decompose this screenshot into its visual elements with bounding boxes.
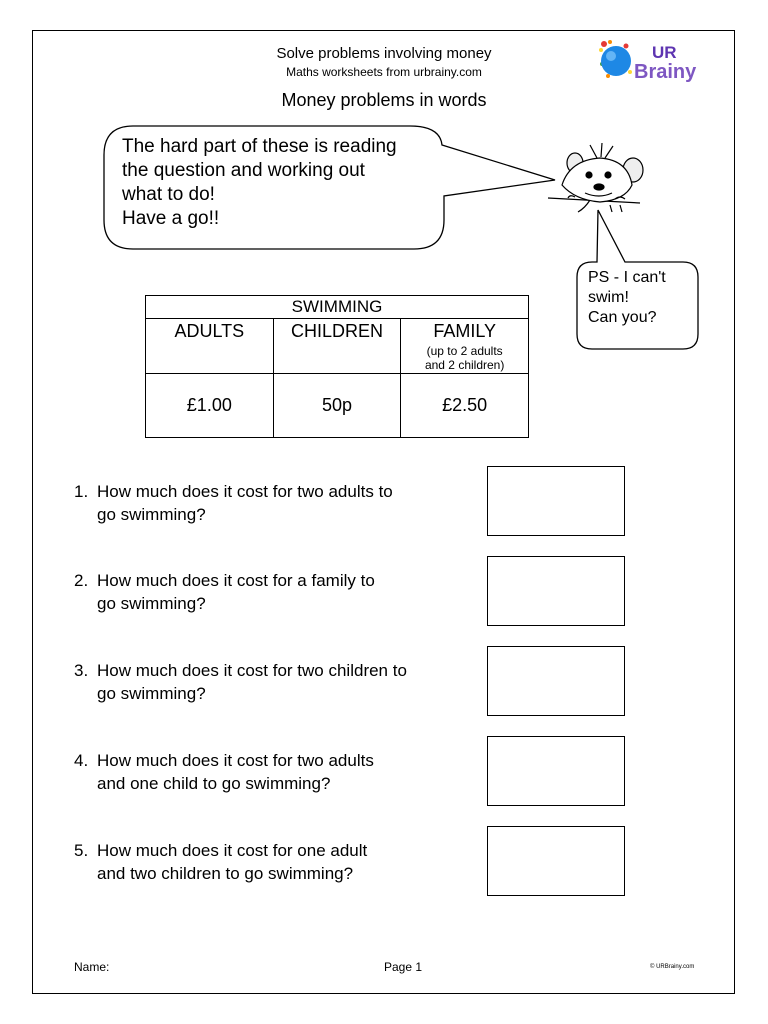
question-line: go swimming? [97,505,206,524]
question-line: How much does it cost for two adults [97,751,374,770]
name-label: Name: [74,960,110,974]
question-line: and two children to go swimming? [97,864,354,883]
question-line: and one child to go swimming? [97,774,331,793]
answer-box-5[interactable] [487,826,625,896]
column-header-adults [146,319,274,374]
price-family: £2.50 [401,374,529,438]
question-3 [74,659,484,705]
question-2 [74,569,484,615]
answer-box-3[interactable] [487,646,625,716]
speech-line: Have a go!! [122,208,220,229]
price-children: 50p [273,374,401,438]
price-adults: £1.00 [146,374,274,438]
column-label: CHILDREN [290,321,383,341]
question-number: 2. [74,571,89,590]
question-line: How much does it cost for one adult [97,841,368,860]
answer-box-1[interactable] [487,466,625,536]
question-5 [74,839,484,885]
ps-line: swim! [588,289,629,306]
family-note-line: and 2 children) [424,358,505,372]
table-title: SWIMMING [146,296,529,319]
question-4 [74,749,484,795]
ps-line: Can you? [588,309,657,326]
ps-bubble-text [588,268,698,328]
worksheet-subtitle: Maths worksheets from urbrainy.com [286,65,482,79]
logo-text-ur: UR [652,43,677,62]
logo-text-brainy: Brainy [634,61,697,83]
question-number: 3. [74,661,89,680]
question-number: 1. [74,482,89,501]
column-header-family [401,319,529,374]
question-number: 4. [74,751,89,770]
column-label: ADULTS [174,321,245,341]
question-number: 5. [74,841,89,860]
worksheet-title: Solve problems involving money [276,45,492,62]
family-note-line: (up to 2 adults [426,344,503,358]
question-line: How much does it cost for two children to [97,661,407,680]
ps-line: PS - I can't [588,269,666,286]
question-1 [74,480,484,526]
column-header-children [273,319,401,374]
answer-box-4[interactable] [487,736,625,806]
family-note [401,344,528,372]
question-line: How much does it cost for two adults to [97,482,393,501]
answer-box-2[interactable] [487,556,625,626]
question-line: go swimming? [97,684,206,703]
copyright-text: © URBrainy.com [650,964,695,970]
worksheet-heading: Money problems in words [281,90,487,110]
speech-line: The hard part of these is reading [122,136,397,157]
column-label: FAMILY [433,321,496,341]
mouse-icon [548,143,643,212]
speech-bubble-text [122,135,442,231]
speech-line: what to do! [122,184,215,205]
page-number: Page 1 [384,960,423,974]
swimming-price-table [145,295,529,438]
question-line: go swimming? [97,594,206,613]
speech-line: the question and working out [122,160,365,181]
question-line: How much does it cost for a family to [97,571,375,590]
